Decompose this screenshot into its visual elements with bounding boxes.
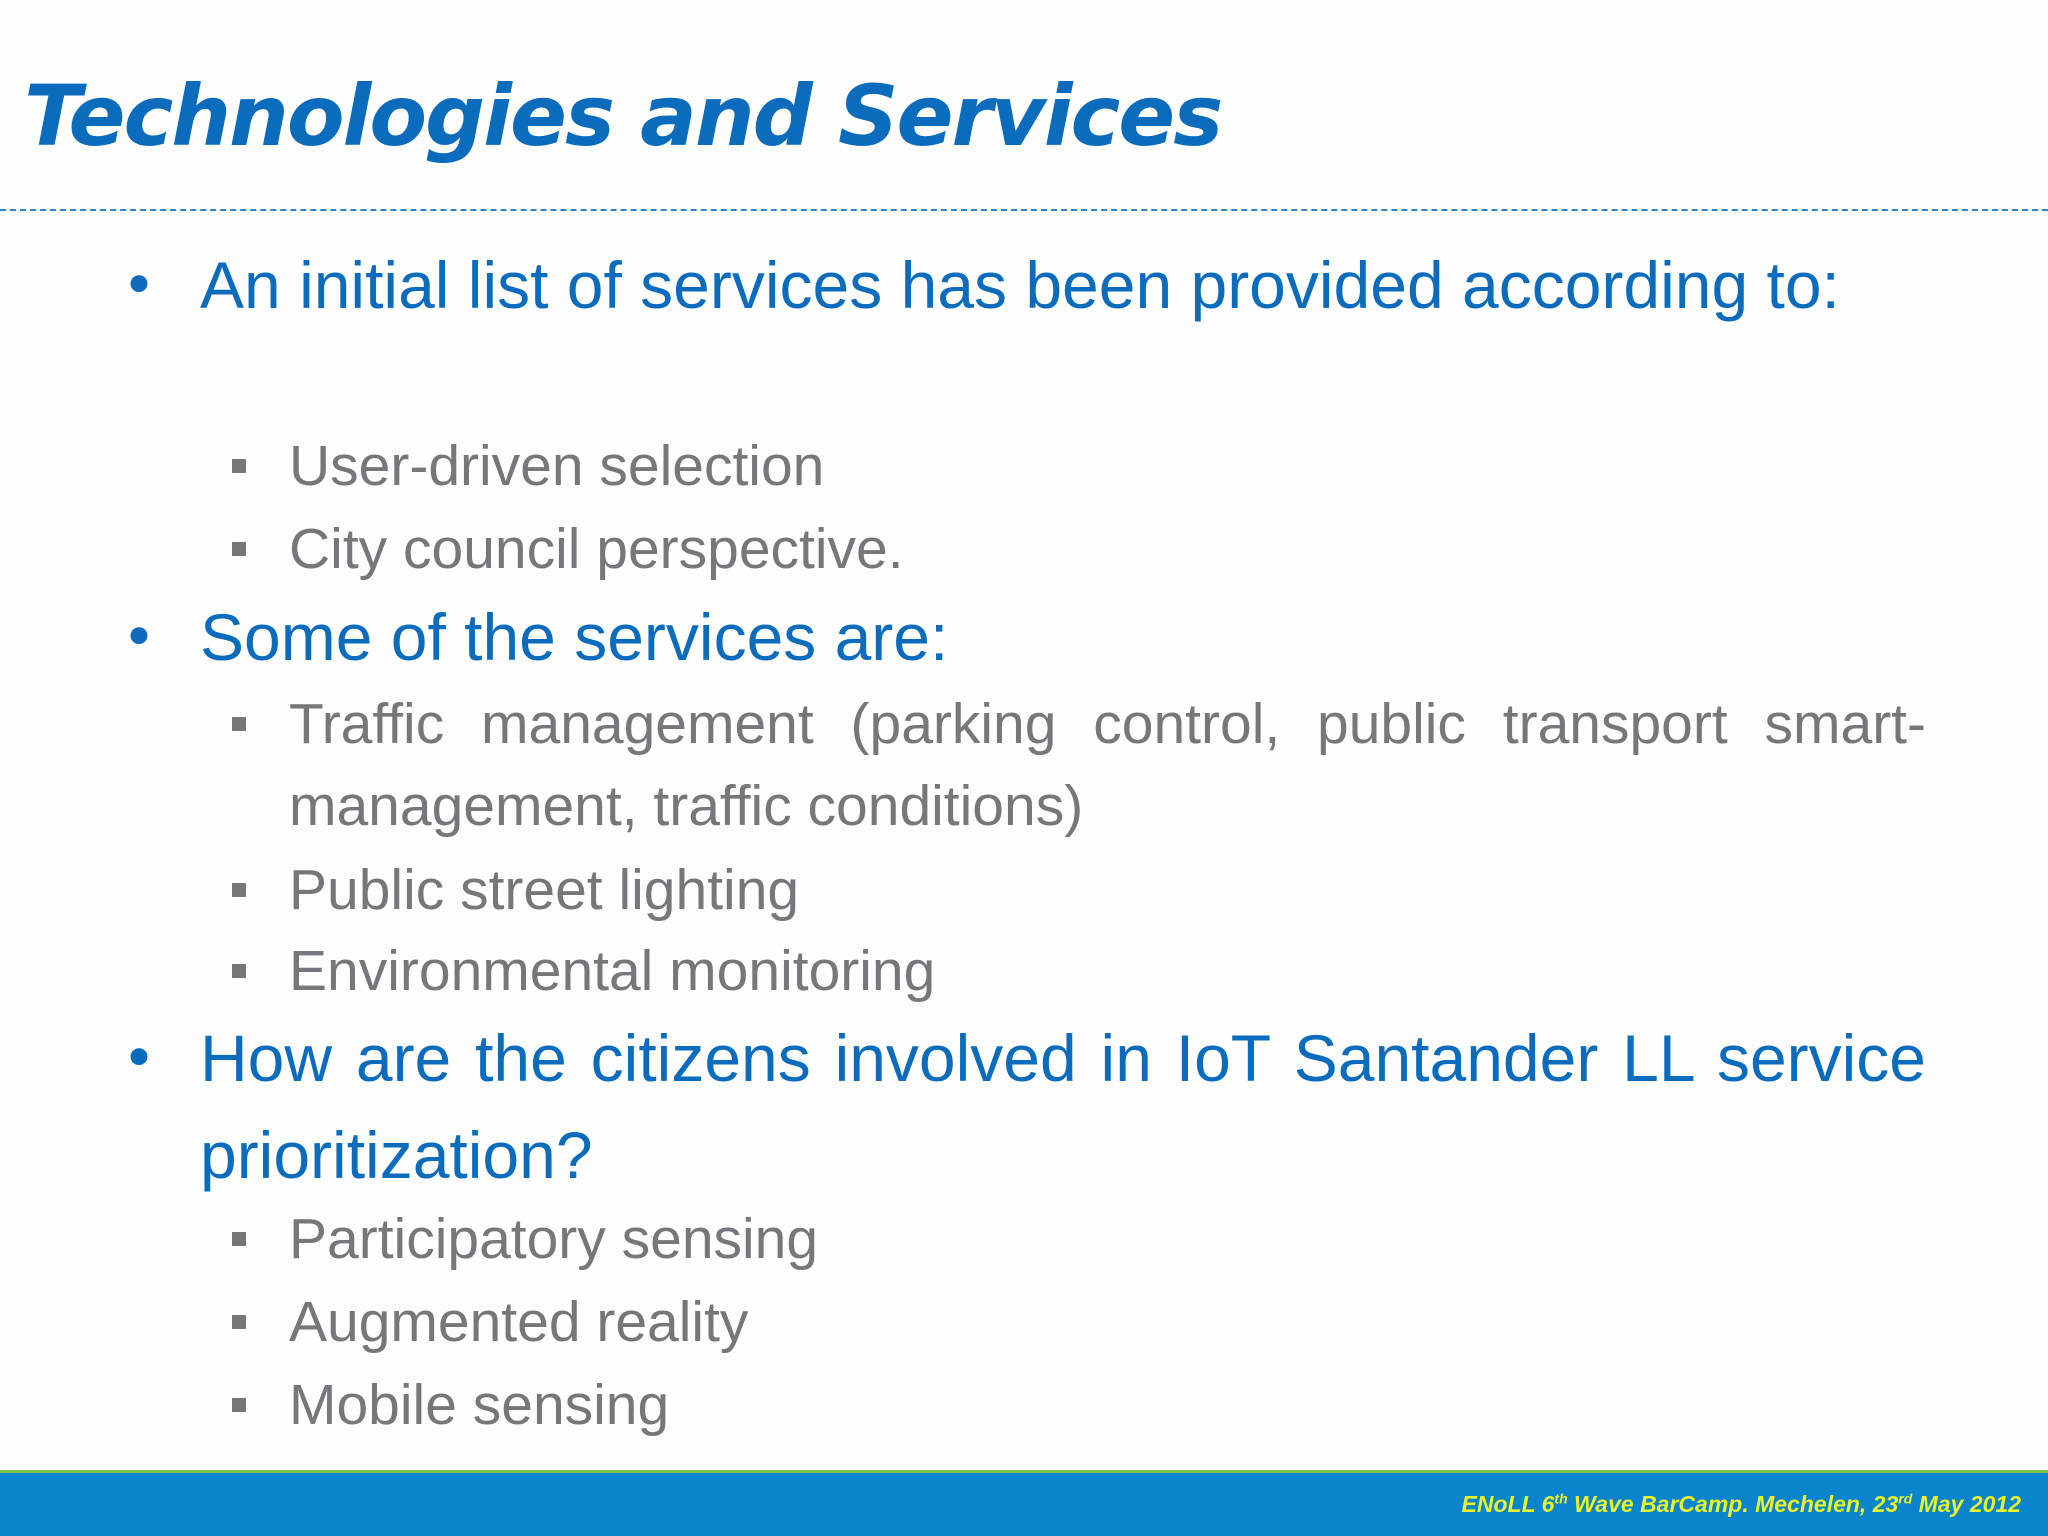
bullet-item: How are the citizens involved in IoT Santander LL service prioritization? — [200, 1021, 1926, 1192]
bullet-icon: • — [121, 1024, 157, 1092]
square-bullet-icon — [232, 1398, 246, 1412]
sub-item: User-driven selection — [289, 434, 825, 498]
square-bullet-icon — [232, 883, 246, 897]
square-bullet-icon — [232, 1232, 246, 1246]
sub-item: Mobile sensing — [289, 1373, 670, 1437]
bullet-icon: • — [121, 251, 157, 319]
square-bullet-icon — [232, 717, 246, 731]
bullet-icon: • — [121, 603, 157, 671]
sub-item: City council perspective. — [289, 517, 904, 581]
footer-caption — [1462, 1490, 2021, 1518]
footer-text-part: ENoLL 6 — [1461, 1491, 1555, 1517]
slide-title: Technologies and Services — [24, 67, 1222, 165]
square-bullet-icon — [232, 459, 246, 473]
sub-item: Augmented reality — [289, 1290, 749, 1354]
footer-superscript: rd — [1898, 1490, 1913, 1507]
footer-superscript: th — [1554, 1490, 1568, 1507]
square-bullet-icon — [232, 964, 246, 978]
square-bullet-icon — [232, 542, 246, 556]
sub-item: Traffic management (parking control, public transport smart-management, traffic conditions) — [289, 692, 1926, 838]
sub-item: Participatory sensing — [289, 1207, 819, 1271]
footer-text-part: May 2012 — [1912, 1491, 2021, 1517]
bullet-item: Some of the services are: — [200, 600, 949, 674]
footer-text-part: Wave BarCamp. Mechelen, 23 — [1567, 1491, 1899, 1517]
sub-item: Public street lighting — [289, 858, 800, 922]
square-bullet-icon — [232, 1315, 246, 1329]
sub-item: Environmental monitoring — [289, 939, 936, 1003]
bullet-item: An initial list of services has been provided according to: — [200, 248, 1840, 322]
footer-bar — [0, 1470, 2048, 1536]
